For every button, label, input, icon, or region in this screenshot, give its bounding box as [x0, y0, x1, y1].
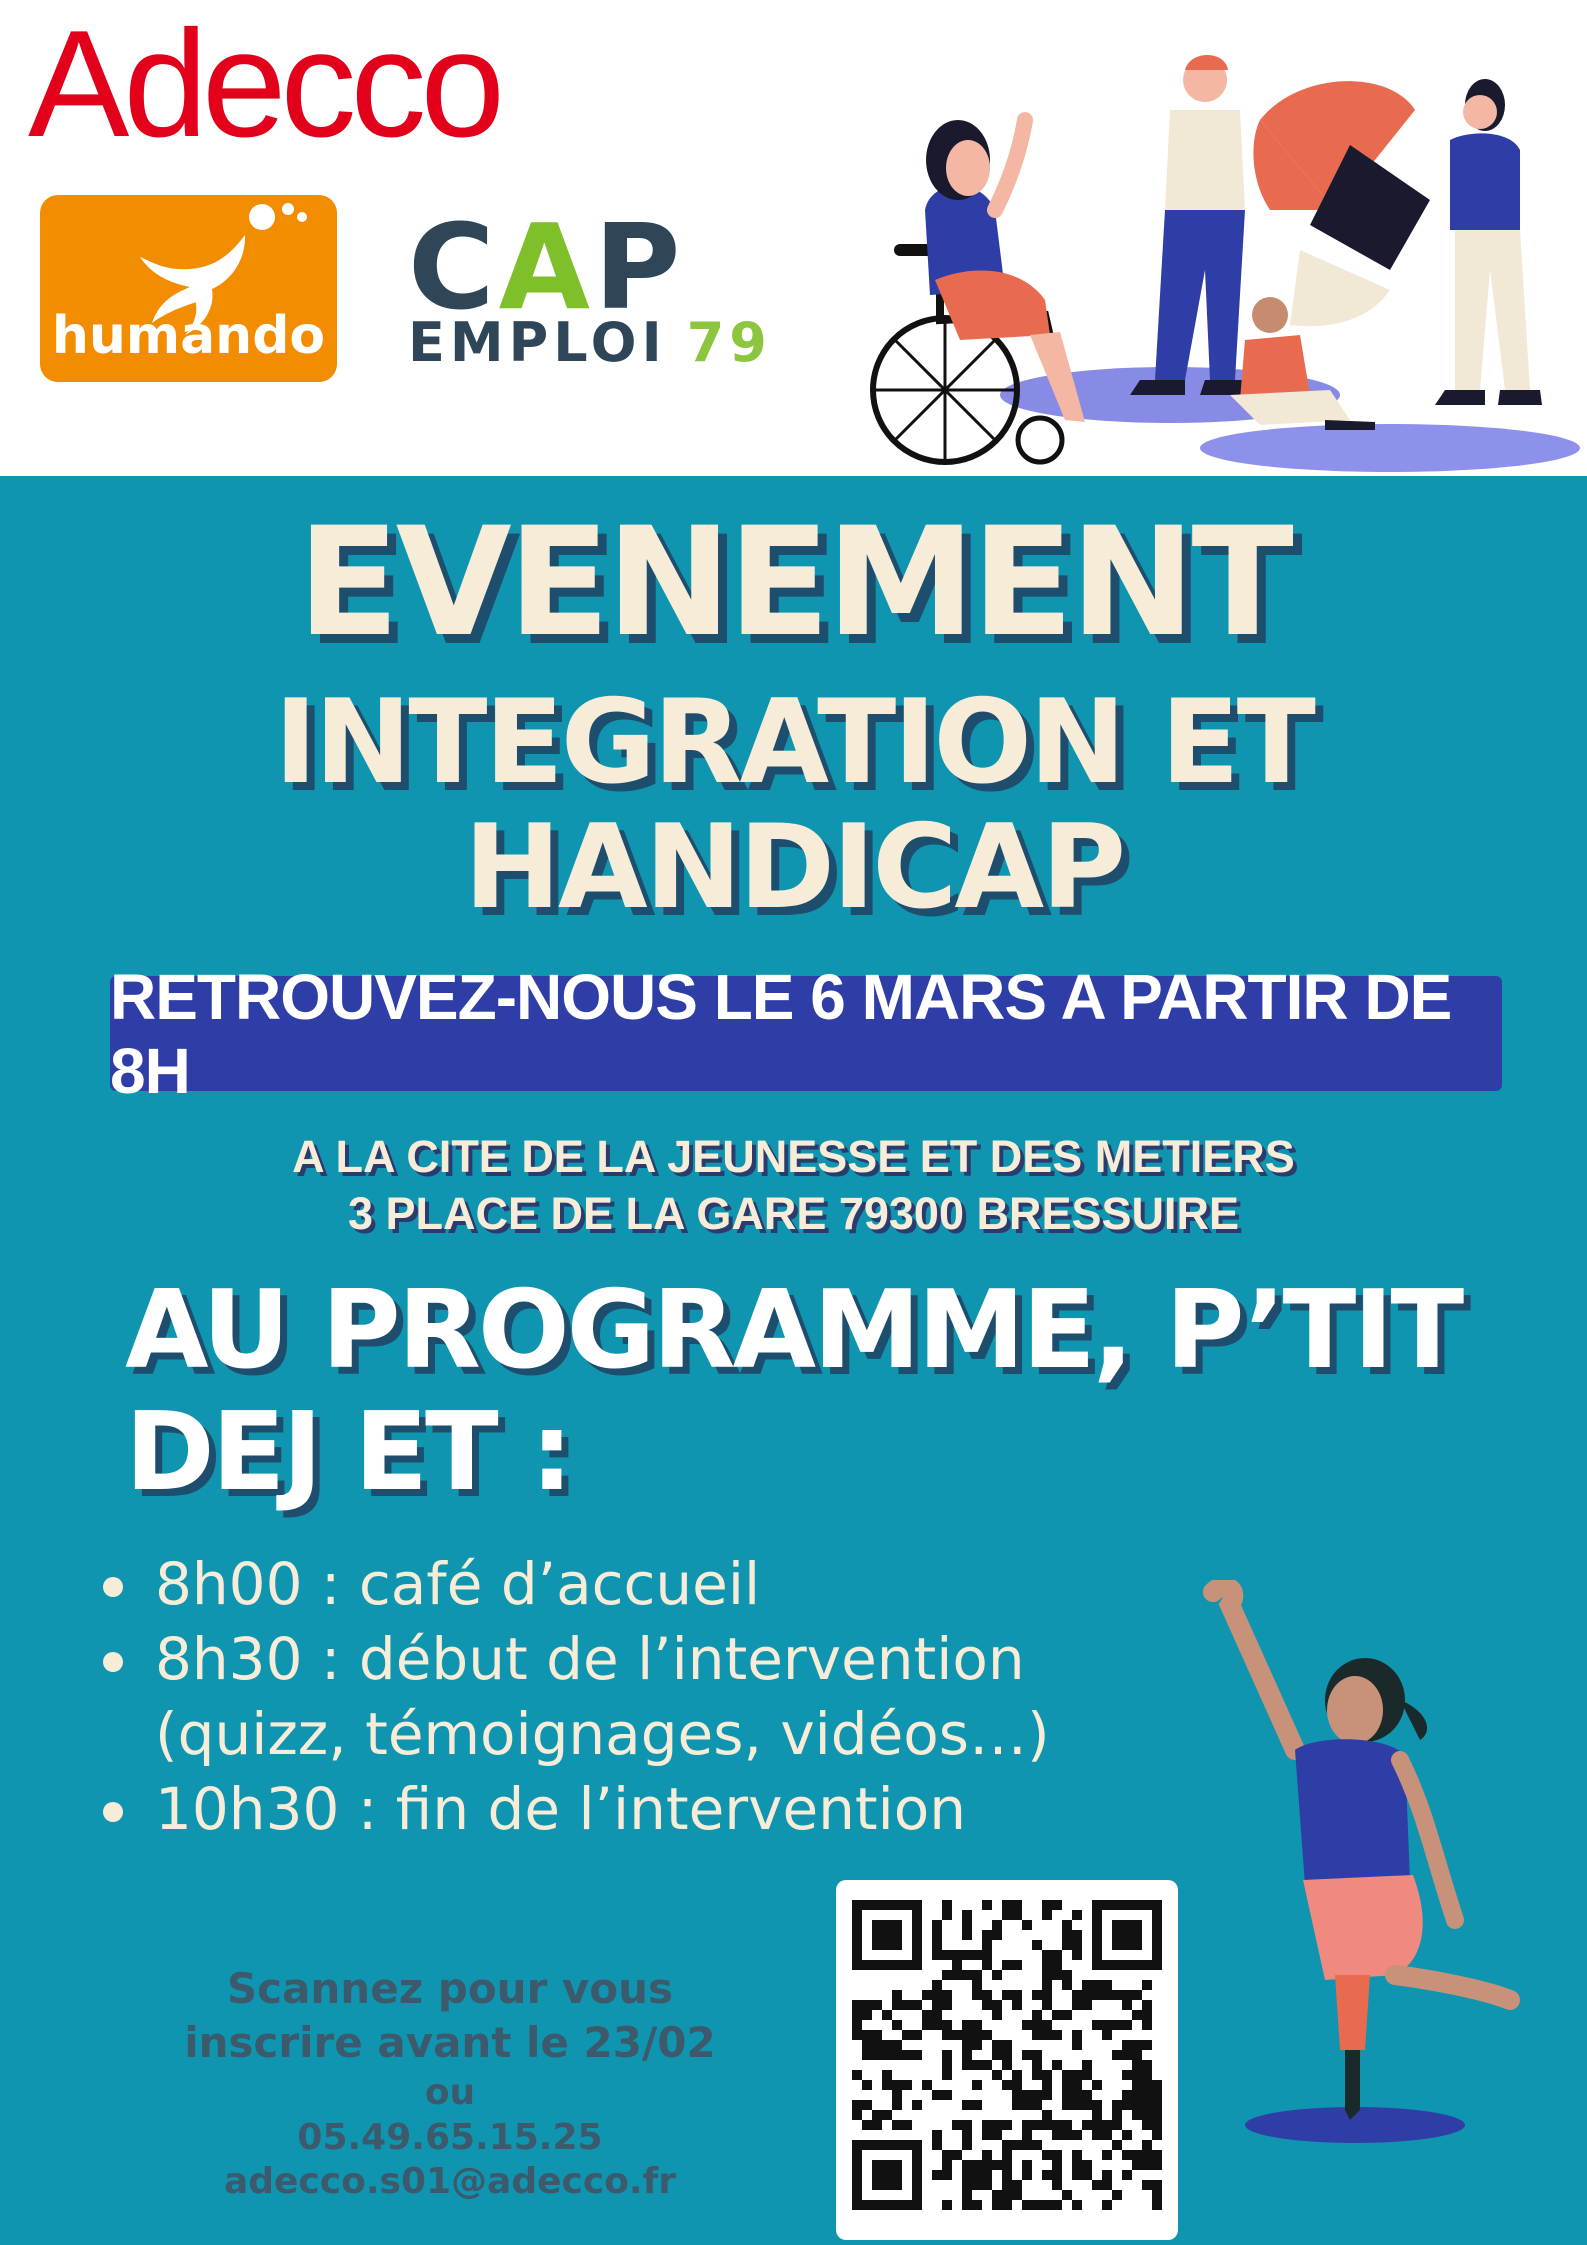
registration-line1: Scannez pour vous	[226, 1964, 674, 2013]
date-banner: RETROUVEZ-NOUS LE 6 MARS A PARTIR DE 8H	[110, 976, 1502, 1091]
registration-line2: inscrire avant le 23/02	[184, 2018, 716, 2067]
emploi-number: 79	[686, 311, 772, 374]
event-title: EVENEMENT	[297, 496, 1290, 670]
dancer-illustration	[1195, 1580, 1535, 2150]
event-subtitle-line2: HANDICAP	[463, 800, 1124, 936]
cap-logo	[408, 198, 685, 336]
humando-logo	[40, 195, 337, 382]
qr-code-card[interactable]	[836, 1880, 1178, 2240]
location-line2: 3 PLACE DE LA GARE 79300 BRESSUIRE	[347, 1188, 1240, 1240]
header	[0, 0, 1587, 476]
humando-wordmark: humando	[51, 306, 326, 366]
cap-letter-p: P	[593, 198, 685, 336]
team-illustration	[830, 50, 1587, 476]
cap-letter-a: A	[498, 198, 594, 336]
location-line1: A LA CITE DE LA JEUNESSE ET DES METIERS	[292, 1131, 1295, 1182]
programme-title-line2: DEJ ET :	[125, 1390, 571, 1516]
registration-info	[150, 1962, 750, 2204]
schedule-list	[95, 1547, 1050, 1847]
event-subtitle	[0, 675, 1587, 936]
programme-title-line1: AU PROGRAMME, P’TIT	[125, 1268, 1462, 1393]
programme-title	[125, 1270, 1565, 1514]
schedule-item-text: 8h00 : café d’accueil	[155, 1550, 761, 1618]
registration-phone[interactable]: 05.49.65.15.25	[297, 2117, 603, 2158]
location-address	[0, 1128, 1587, 1242]
schedule-item	[95, 1772, 1050, 1847]
cap-emploi-wordmark	[408, 311, 772, 374]
schedule-item	[95, 1547, 1050, 1622]
registration-email[interactable]: adecco.s01@adecco.fr	[223, 2161, 677, 2202]
emploi-text: EMPLOI	[408, 311, 667, 374]
registration-or: ou	[424, 2072, 476, 2113]
schedule-item-text: 8h30 : début de l’intervention	[155, 1625, 1025, 1693]
schedule-item-detail: (quizz, témoignages, vidéos…)	[155, 1700, 1050, 1768]
schedule-item	[95, 1622, 1050, 1772]
schedule-item-text: 10h30 : fin de l’intervention	[155, 1775, 967, 1843]
qr-code[interactable]	[852, 1900, 1162, 2210]
adecco-logo: Adecco	[28, 0, 499, 169]
event-subtitle-line1: INTEGRATION ET	[274, 675, 1313, 810]
cap-letter-c: C	[408, 198, 499, 336]
